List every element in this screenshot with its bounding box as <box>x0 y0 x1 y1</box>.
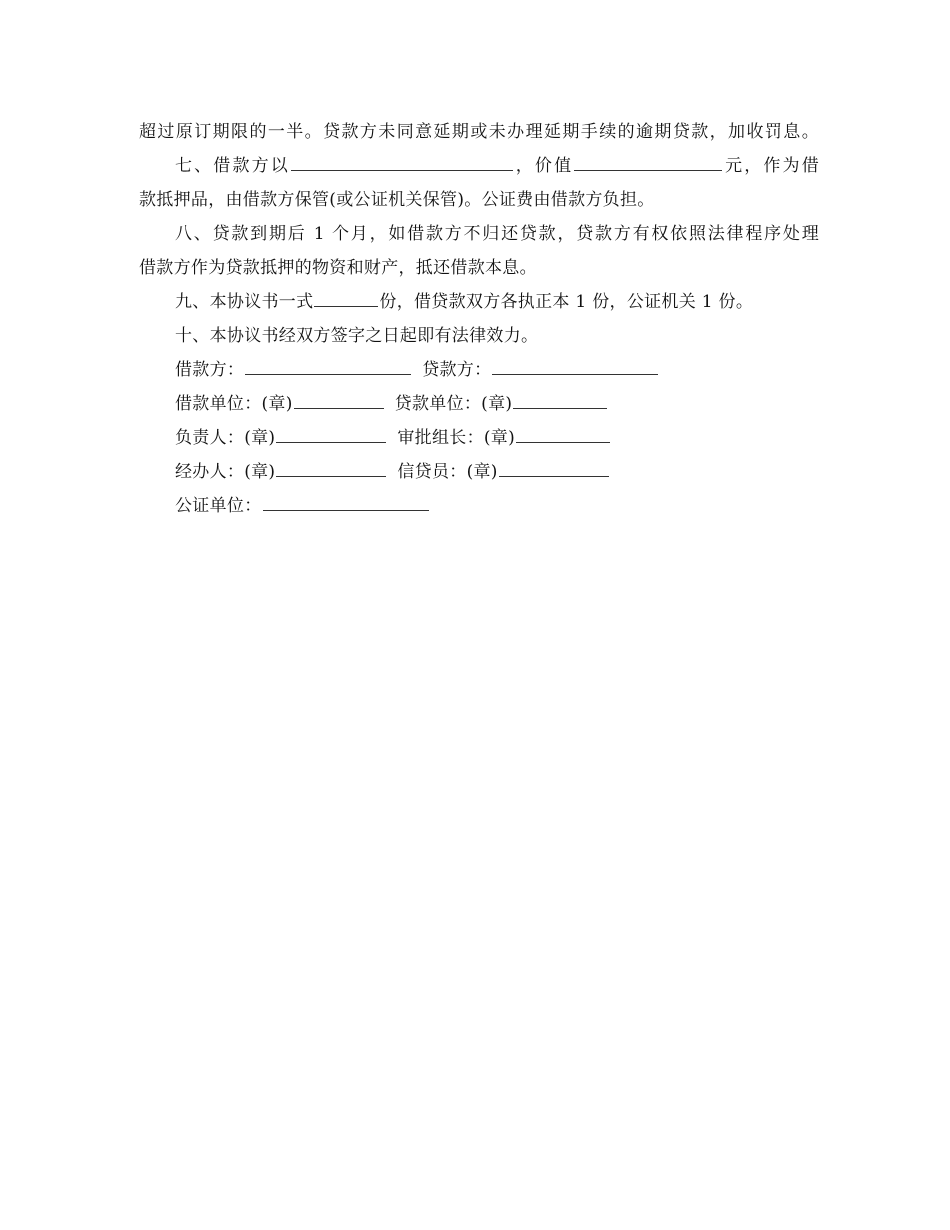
credit-officer-label: 信贷员：(章) <box>397 462 498 482</box>
borrower-unit-label: 借款单位：(章) <box>175 394 293 414</box>
paragraph-text: 借款方作为贷款抵押的物资和财产，抵还借款本息。 <box>139 258 537 278</box>
signature-row-notary <box>139 489 819 523</box>
paragraph-text: 九、本协议书一式 <box>175 292 314 312</box>
collateral-blank-field[interactable] <box>291 150 513 171</box>
paragraph-text: 超过原订期限的一半。贷款方未同意延期或未办理延期手续的逾期贷款，加收罚息。 <box>139 122 819 142</box>
borrower-signature-field[interactable] <box>245 354 411 375</box>
signature-row-responsible <box>139 421 819 455</box>
paragraph-text: 元，作为借 <box>723 156 819 176</box>
paragraph-7 <box>139 149 819 183</box>
handler-label: 经办人：(章) <box>175 462 276 482</box>
paragraph-text: 份，借贷款双方各执正本 1 份，公证机关 1 份。 <box>379 292 754 312</box>
signature-row-handlers <box>139 455 819 489</box>
responsible-person-label: 负责人：(章) <box>175 428 276 448</box>
signature-row-parties <box>139 353 819 387</box>
paragraph-6-continuation <box>139 115 819 149</box>
lender-label: 贷款方： <box>422 360 492 380</box>
approval-leader-field[interactable] <box>516 422 610 443</box>
paragraph-8 <box>139 217 819 251</box>
paragraph-10 <box>139 319 819 353</box>
notary-unit-field[interactable] <box>263 490 429 511</box>
responsible-person-field[interactable] <box>276 422 386 443</box>
paragraph-text: ，价值 <box>513 156 574 176</box>
paragraph-8-continuation <box>139 251 819 285</box>
paragraph-text: 十、本协议书经双方签字之日起即有法律效力。 <box>175 326 539 346</box>
lender-unit-field[interactable] <box>513 388 607 409</box>
paragraph-9 <box>139 285 819 319</box>
paragraph-text: 七、借款方以 <box>175 156 290 176</box>
paragraph-7-continuation <box>139 183 819 217</box>
notary-unit-label: 公证单位： <box>175 496 262 516</box>
paragraph-text: 八、贷款到期后 1 个月，如借款方不归还贷款，贷款方有权依照法律程序处理 <box>175 224 819 244</box>
lender-signature-field[interactable] <box>492 354 658 375</box>
contract-body <box>139 115 819 523</box>
paragraph-text: 款抵押品，由借款方保管(或公证机关保管)。公证费由借款方负担。 <box>139 190 655 210</box>
signature-row-units <box>139 387 819 421</box>
copies-blank-field[interactable] <box>314 286 378 307</box>
value-blank-field[interactable] <box>574 150 722 171</box>
approval-leader-label: 审批组长：(章) <box>397 428 516 448</box>
credit-officer-field[interactable] <box>499 456 609 477</box>
borrower-label: 借款方： <box>175 360 245 380</box>
handler-field[interactable] <box>276 456 386 477</box>
borrower-unit-field[interactable] <box>294 388 384 409</box>
lender-unit-label: 贷款单位：(章) <box>394 394 513 414</box>
